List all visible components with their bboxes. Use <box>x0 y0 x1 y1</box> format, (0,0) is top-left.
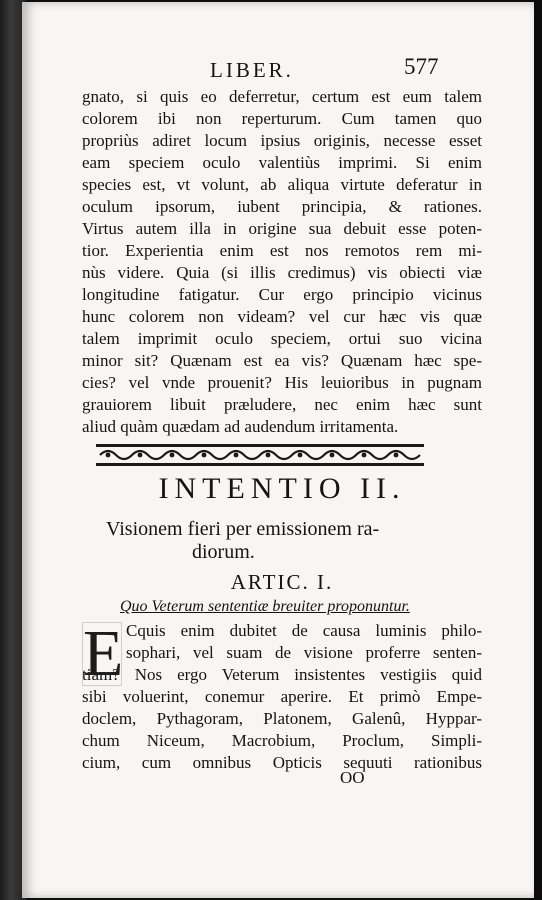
text-line: nùs videre. Quia (si illis credimus) vis obiecti viæ <box>82 263 482 282</box>
page-number: 577 <box>404 54 439 79</box>
text-line: eam speciem oculo valentiùs imprimi. Si enim <box>82 153 482 172</box>
ornamental-rule <box>96 442 424 468</box>
article-heading: ARTIC. I. <box>230 570 334 594</box>
text-line: tiam? Nos ergo Veterum insistentes vestigiis quid <box>82 665 482 684</box>
paragraph-2 <box>82 617 482 774</box>
text-line: aliud quàm quædam ad audendum irritamenta. <box>82 417 399 436</box>
subtitle-line: Visionem fieri per emissionem ra- <box>106 518 380 540</box>
text-line: Cquis enim dubitet de causa luminis philo- <box>126 621 482 640</box>
text-line: talem imprimit oculo speciem, ortui suo vicina <box>82 329 482 348</box>
page-header <box>22 54 534 82</box>
text-line: sophari, vel suam de visione proferre senten- <box>126 643 482 662</box>
text-line: Virtus autem illa in origine sua debuit esse poten- <box>82 219 482 238</box>
ornament-flourish-icon <box>96 442 424 468</box>
section-heading: INTENTIO II. <box>158 472 406 505</box>
section-subtitle <box>106 518 476 564</box>
drop-cap-initial: E <box>83 617 124 690</box>
running-head: LIBER. <box>210 58 294 82</box>
text-line: colorem ibi non reperturum. Cum tamen quo <box>82 109 482 128</box>
text-line: gnato, si quis eo deferretur, certum est eum talem <box>82 87 482 106</box>
article-caption: Quo Veterum sententiæ breuiter proponuntur. <box>120 598 410 615</box>
book-page <box>22 2 534 898</box>
text-line: minor sit? Quænam est ea vis? Quænam hæc spe- <box>82 351 482 370</box>
text-line: doclem, Pythagoram, Platonem, Galenû, Hyppar- <box>82 709 482 728</box>
text-line: cies? vel vnde prouenit? His leuioribus in pugnam <box>82 373 482 392</box>
text-line: propriùs adiret locum ipsius originis, necesse esset <box>82 131 482 150</box>
text-line: tior. Experientia enim est nos remotos rem mi- <box>82 241 482 260</box>
text-line: grauiorem libuit præludere, nec enim hæc sunt <box>82 395 482 414</box>
text-line: chum Niceum, Macrobium, Proclum, Simpli- <box>82 731 482 750</box>
text-line: cium, cum omnibus Opticis sequuti rationibus <box>82 753 482 772</box>
paragraph-1 <box>82 86 482 438</box>
text-line: hunc colorem non videam? vel cur hæc vis quæ <box>82 307 482 326</box>
subtitle-line: diorum. <box>192 541 255 563</box>
catchword: OO <box>340 768 365 787</box>
text-line: species est, vt volunt, ab aliqua virtute deferatur in <box>82 175 482 194</box>
text-line: longitudine fatigatur. Cur ergo principio vicinus <box>82 285 482 304</box>
text-line: sibi voluerint, conemur aperire. Et primò Empe- <box>82 687 482 706</box>
text-line: oculum ipsorum, iubent principia, & rationes. <box>82 197 482 216</box>
